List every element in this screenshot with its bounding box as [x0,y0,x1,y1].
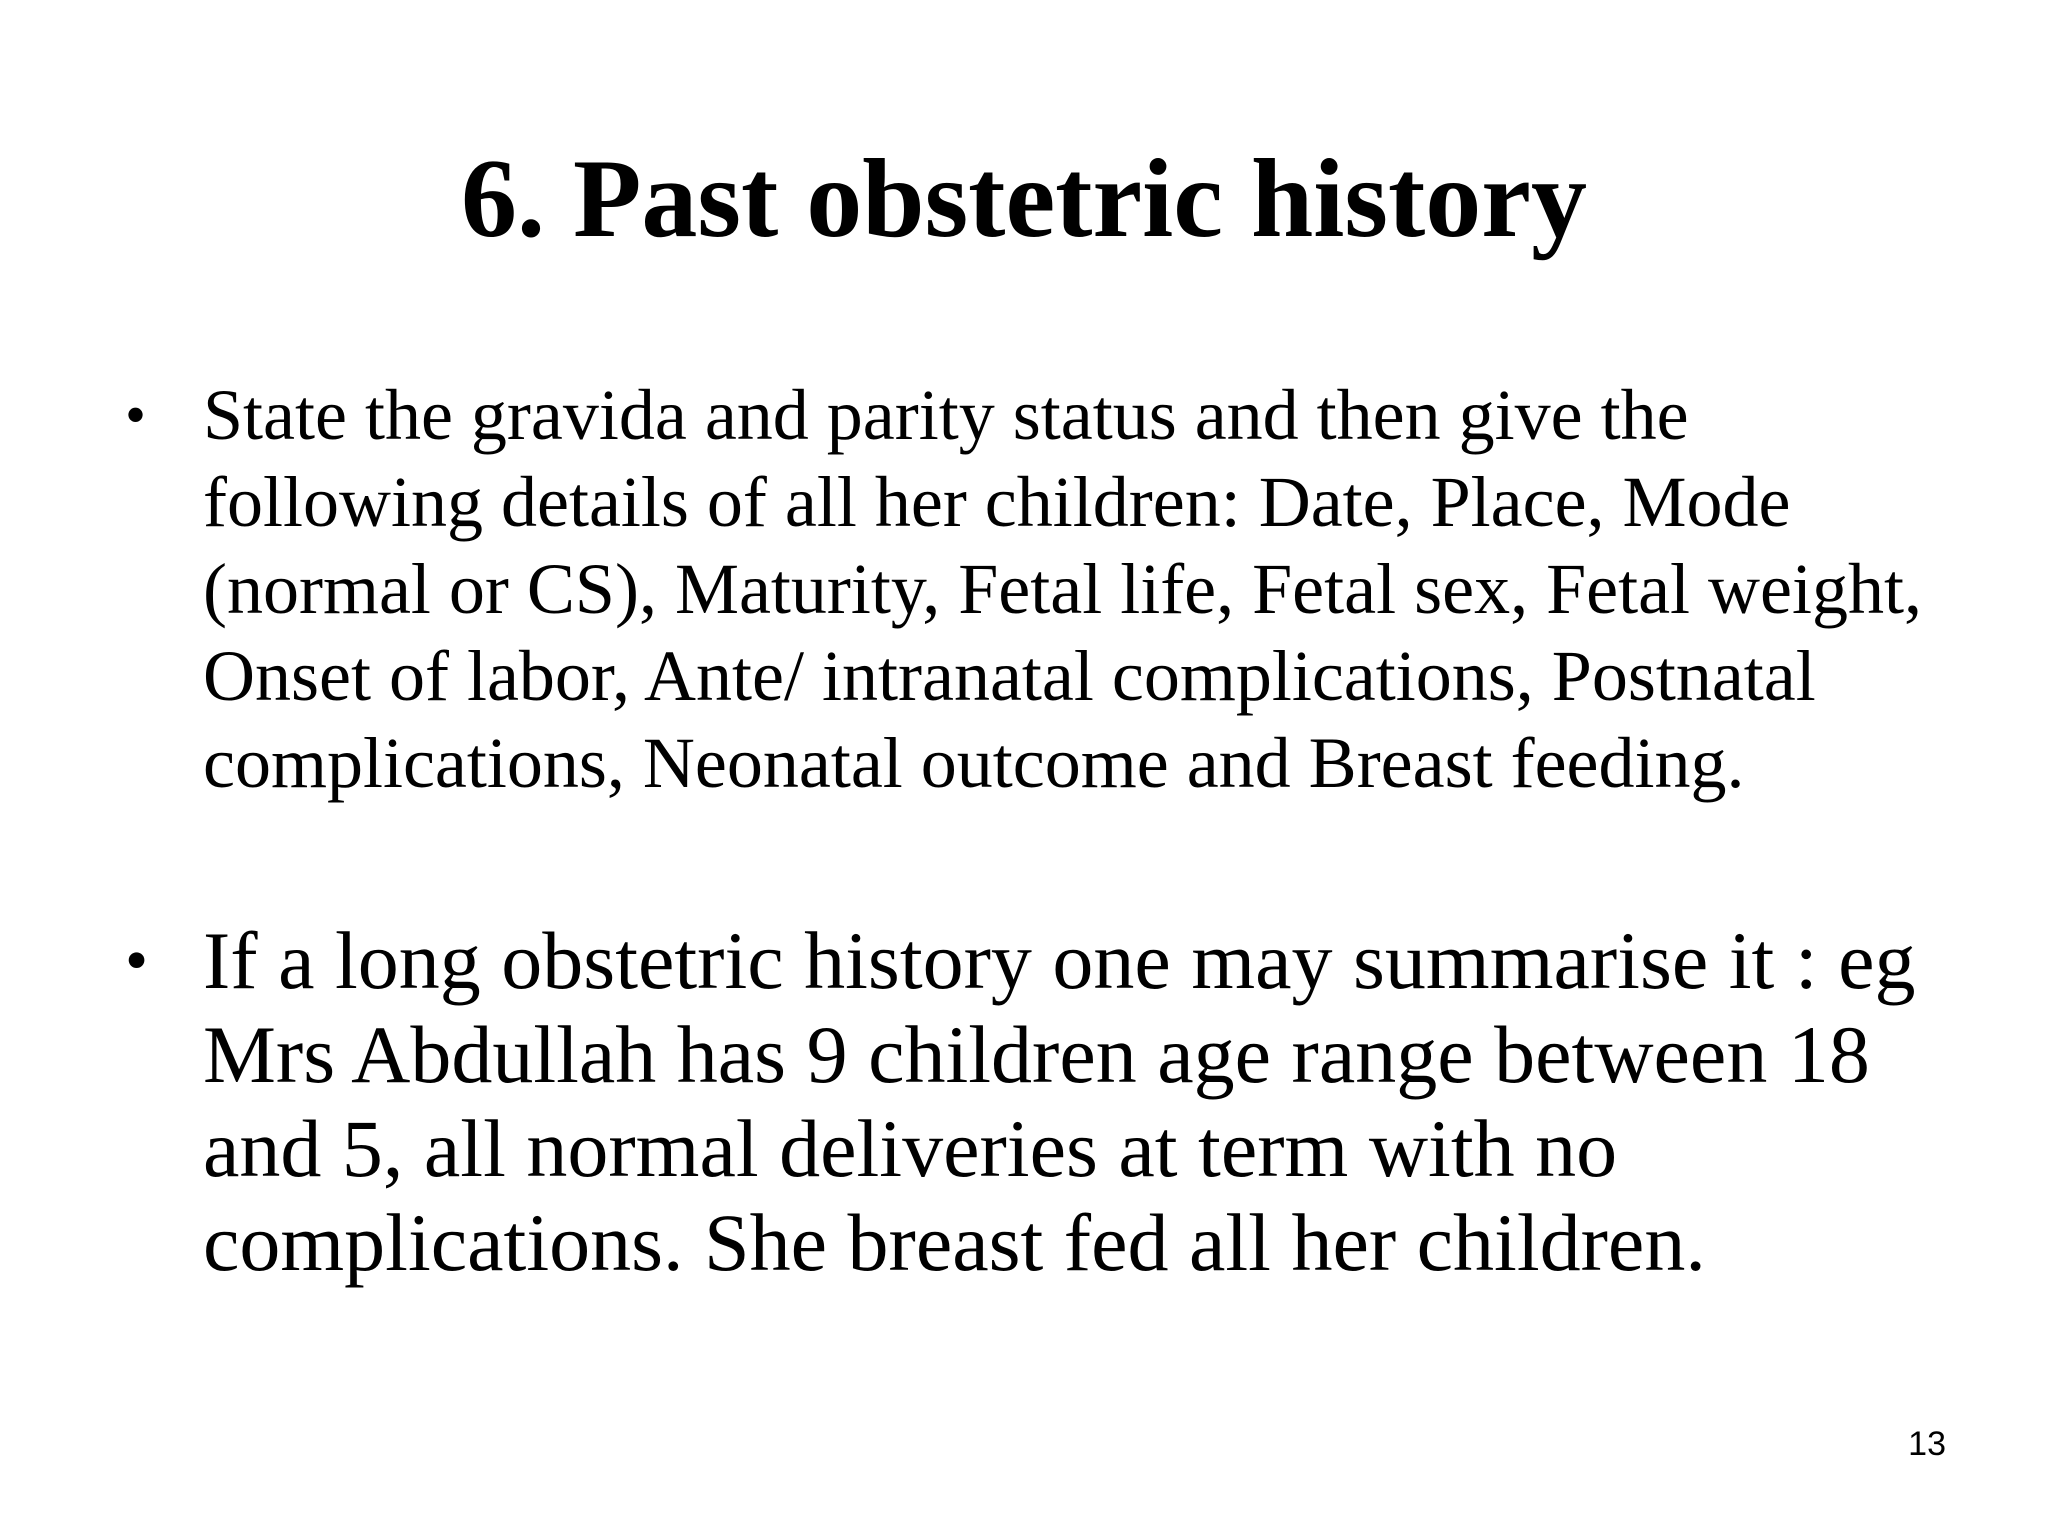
bullet-text: If a long obstetric history one may summarise it : eg Mrs Abdullah has 9 children age range between 18 and 5, all normal deliveries at term with no complications. She breast fed all her children. [203,915,1916,1288]
slide-title: 6. Past obstetric history [460,137,1587,261]
bullet-item [125,372,1955,807]
bullet-item [125,914,1955,1290]
bullet-text: State the gravida and parity status and then give the following details of all her children: Date, Place, Mode (normal or CS), Maturity, Fetal life, Fetal sex, Fetal weight, Onset of labor, Ante/ intranatal complications, Postnatal complications, Neonatal outcome and Breast feeding. [203,375,1922,803]
bullet-icon: • [125,382,147,448]
page-number: 13 [1908,1425,1946,1463]
bullet-icon: • [125,924,149,997]
